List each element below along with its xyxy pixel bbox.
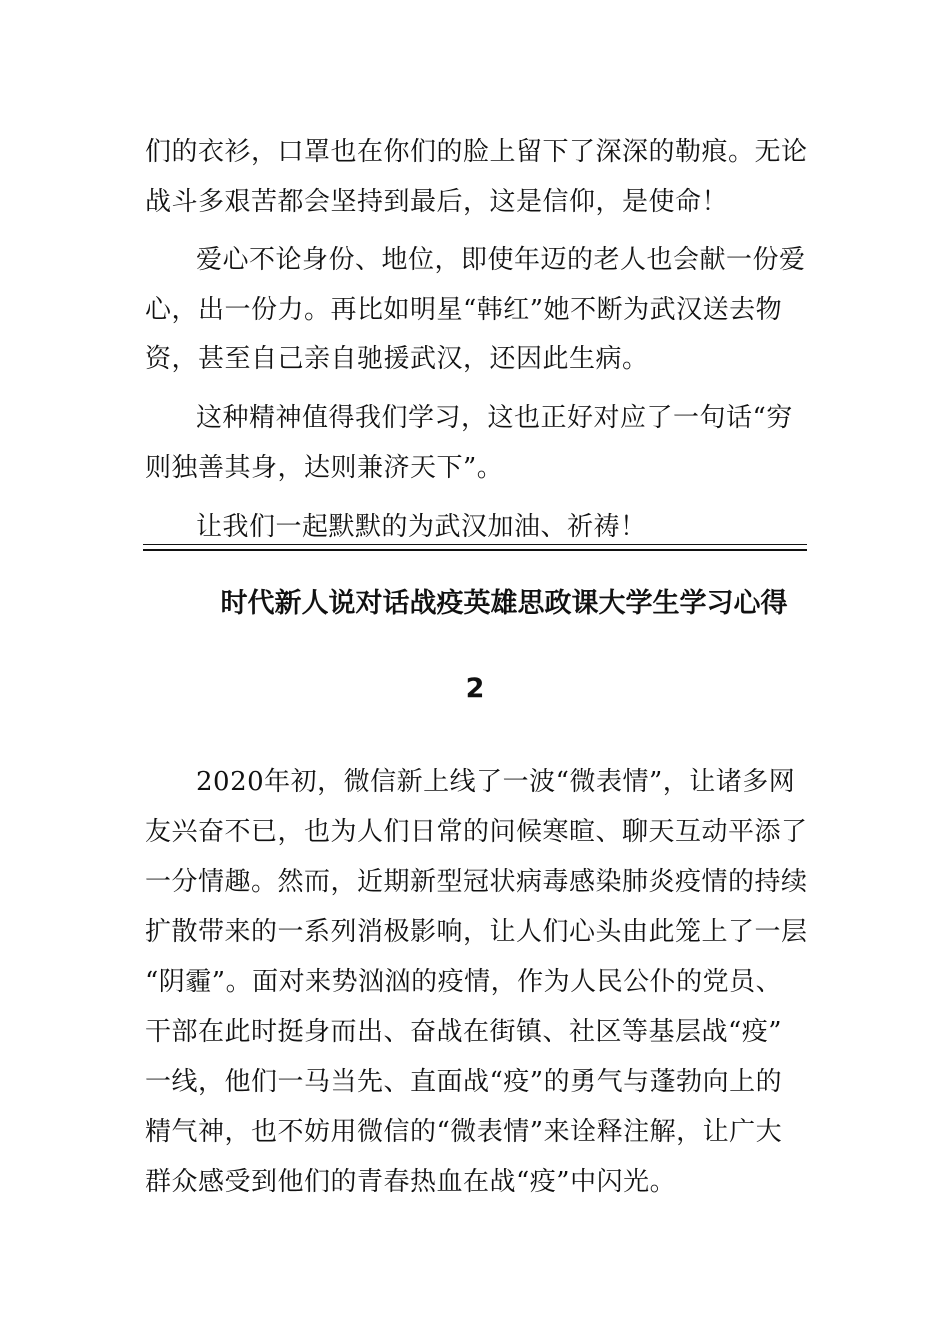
paragraph-line: 一线，他们一马当先、直面战“疫”的勇气与蓬勃向上的 [145,1067,783,1097]
paragraph-line: 友兴奋不已，也为人们日常的问候寒暄、聊天互动平添了 [145,817,808,847]
article-title-number: 2 [465,673,485,704]
paragraph-line: 精气神，也不妨用微信的“微表情”来诠释注解，让广大 [145,1117,783,1147]
section-divider-thick [143,549,807,551]
paragraph-line: 这种精神值得我们学习，这也正好对应了一句话“穷 [196,403,793,433]
paragraph-line: 让我们一起默默的为武汉加油、祈祷！ [196,512,647,542]
paragraph-line: 心，出一份力。再比如明星“韩红”她不断为武汉送去物 [145,295,783,325]
paragraph-line: 战斗多艰苦都会坚持到最后，这是信仰，是使命！ [145,187,729,217]
paragraph-line: 一分情趣。然而，近期新型冠状病毒感染肺炎疫情的持续 [145,867,808,897]
paragraph-line: “阴霾”。面对来势汹汹的疫情，作为人民公仆的党员、 [145,967,783,997]
paragraph-line: 群众感受到他们的青春热血在战“疫”中闪光。 [145,1167,677,1197]
paragraph-line: 爱心不论身份、地位，即使年迈的老人也会献一份爱 [196,245,806,275]
section-divider [143,544,807,545]
article-title: 时代新人说对话战疫英雄思政课大学生学习心得 [220,588,788,619]
paragraph-line: 干部在此时挺身而出、奋战在街镇、社区等基层战“疫” [145,1017,783,1047]
paragraph-line: 资，甚至自己亲自驰援武汉，还因此生病。 [145,344,649,374]
paragraph-line: 2020年初，微信新上线了一波“微表情”，让诸多网 [196,767,796,797]
paragraph-line: 扩散带来的一系列消极影响，让人们心头由此笼上了一层 [145,917,808,947]
paragraph-line: 则独善其身，达则兼济天下”。 [145,453,504,483]
paragraph-line: 们的衣衫，口罩也在你们的脸上留下了深深的勒痕。无论 [145,137,808,167]
